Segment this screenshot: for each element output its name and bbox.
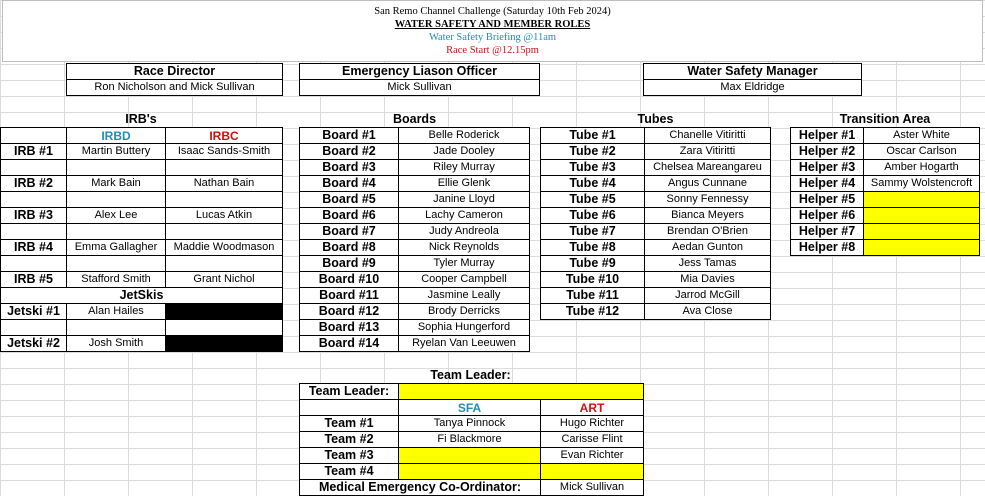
board-paddler: Riley Murray [398,159,530,176]
irb-spacer [0,159,67,176]
tube-swimmer: Angus Cunnane [644,175,771,192]
team-label: Team #4 [299,463,399,480]
tube-label: Tube #3 [540,159,645,176]
board-paddler: Sophia Hungerford [398,319,530,336]
irbd-driver: Martin Buttery [66,143,166,160]
irb-spacer [165,255,283,272]
sfa-header: SFA [398,399,541,416]
jetskis-title: JetSkis [0,287,283,304]
board-label: Board #1 [299,127,399,144]
board-paddler: Belle Roderick [398,127,530,144]
irb-label: IRB #2 [0,175,67,192]
tube-label: Tube #7 [540,223,645,240]
helper-label: Helper #4 [790,175,864,192]
tube-swimmer: Chelsea Mareangareu [644,159,771,176]
briefing-time: Water Safety Briefing @11am [428,32,557,43]
tube-label: Tube #12 [540,303,645,320]
board-paddler: Ellie Glenk [398,175,530,192]
helper-label: Helper #7 [790,223,864,240]
tube-swimmer: Chanelle Vitiritti [644,127,771,144]
art-member: Hugo Richter [540,415,644,432]
team-header-blank [299,399,399,416]
sfa-member: Tanya Pinnock [398,415,541,432]
irb-spacer [66,191,166,208]
art-header: ART [540,399,644,416]
irb-spacer [165,223,283,240]
board-paddler: Lachy Cameron [398,207,530,224]
team-label: Team #2 [299,431,399,448]
race-start-time: Race Start @12.15pm [446,45,539,56]
emergency-officer-title: Emergency Liason Officer [299,63,540,80]
irbd-driver: Emma Gallagher [66,239,166,256]
tube-label: Tube #2 [540,143,645,160]
sfa-member: Fi Blackmore [398,431,541,448]
helper-label: Helper #8 [790,239,864,256]
tube-label: Tube #11 [540,287,645,304]
board-label: Board #2 [299,143,399,160]
board-label: Board #4 [299,175,399,192]
jetski-driver: Josh Smith [66,335,166,352]
helper-name: Oscar Carlson [863,143,980,160]
sfa-member [398,463,541,480]
board-label: Board #12 [299,303,399,320]
irb-label: IRB #4 [0,239,67,256]
irbd-header: IRBD [66,127,166,144]
irb-label: IRB #5 [0,271,67,288]
tube-label: Tube #9 [540,255,645,272]
irb-spacer [0,223,67,240]
jetski-label: Jetski #1 [0,303,67,320]
art-member [540,463,644,480]
helper-name [863,191,980,208]
board-label: Board #13 [299,319,399,336]
irb-header-blank [0,127,67,144]
race-director-title: Race Director [66,63,283,80]
irb-spacer [0,191,67,208]
jetski-spacer [66,319,166,336]
team-leader-label: Team Leader: [299,383,399,400]
board-label: Board #8 [299,239,399,256]
irbc-crew: Lucas Atkin [165,207,283,224]
tube-label: Tube #10 [540,271,645,288]
jetski-spacer [0,319,67,336]
tube-swimmer: Zara Vitiritti [644,143,771,160]
helper-label: Helper #1 [790,127,864,144]
helper-name: Aster White [863,127,980,144]
helper-label: Helper #5 [790,191,864,208]
tubes-title: Tubes [637,111,674,126]
irb-label: IRB #1 [0,143,67,160]
irb-spacer [66,255,166,272]
board-label: Board #14 [299,335,399,352]
tube-label: Tube #4 [540,175,645,192]
tube-swimmer: Jarrod McGill [644,287,771,304]
irbc-crew: Nathan Bain [165,175,283,192]
board-paddler: Brody Derricks [398,303,530,320]
irb-spacer [165,159,283,176]
irb-spacer [66,223,166,240]
irb-spacer [0,255,67,272]
helper-name: Amber Hogarth [863,159,980,176]
water-safety-manager-value: Max Eldridge [643,79,862,96]
helper-label: Helper #6 [790,207,864,224]
board-paddler: Jade Dooley [398,143,530,160]
tube-swimmer: Brendan O'Brien [644,223,771,240]
irbd-driver: Stafford Smith [66,271,166,288]
tube-label: Tube #5 [540,191,645,208]
board-label: Board #9 [299,255,399,272]
tube-swimmer: Ava Close [644,303,771,320]
jetski-blocked-cell [165,303,283,320]
art-member: Carisse Flint [540,431,644,448]
irbd-driver: Alex Lee [66,207,166,224]
board-paddler: Ryelan Van Leeuwen [398,335,530,352]
board-label: Board #3 [299,159,399,176]
board-label: Board #6 [299,207,399,224]
tube-swimmer: Mia Davies [644,271,771,288]
tube-swimmer: Jess Tamas [644,255,771,272]
irbc-header: IRBC [165,127,283,144]
irb-spacer [165,191,283,208]
board-paddler: Cooper Campbell [398,271,530,288]
jetski-driver: Alan Hailes [66,303,166,320]
board-paddler: Tyler Murray [398,255,530,272]
report-header [2,0,983,62]
board-label: Board #7 [299,223,399,240]
helper-label: Helper #2 [790,143,864,160]
race-director-value: Ron Nicholson and Mick Sullivan [66,79,283,96]
emergency-officer-value: Mick Sullivan [299,79,540,96]
board-paddler: Judy Andreola [398,223,530,240]
helper-name [863,239,980,256]
irbd-driver: Mark Bain [66,175,166,192]
event-title: San Remo Channel Challenge (Saturday 10th Feb 2024) [374,6,611,17]
boards-title: Boards [392,111,437,126]
irbc-crew: Grant Nichol [165,271,283,288]
irbs-title: IRB's [125,111,157,126]
helper-name [863,207,980,224]
sfa-member [398,447,541,464]
tube-label: Tube #8 [540,239,645,256]
jetski-label: Jetski #2 [0,335,67,352]
tube-swimmer: Sonny Fennessy [644,191,771,208]
board-paddler: Nick Reynolds [398,239,530,256]
irbc-crew: Maddie Woodmason [165,239,283,256]
art-member: Evan Richter [540,447,644,464]
irb-label: IRB #3 [0,207,67,224]
helper-name [863,223,980,240]
tube-label: Tube #6 [540,207,645,224]
board-label: Board #11 [299,287,399,304]
medical-label: Medical Emergency Co-Ordinator: [299,479,541,496]
team-leader-value [398,383,644,400]
team-leader-heading: Team Leader: [430,368,511,383]
medical-value: Mick Sullivan [540,479,644,496]
water-safety-manager-title: Water Safety Manager [643,63,862,80]
team-label: Team #1 [299,415,399,432]
helper-label: Helper #3 [790,159,864,176]
irbc-crew: Isaac Sands-Smith [165,143,283,160]
board-paddler: Janine Lloyd [398,191,530,208]
transition-title: Transition Area [839,111,931,126]
board-paddler: Jasmine Leally [398,287,530,304]
page-title: WATER SAFETY AND MEMBER ROLES [394,19,591,30]
tube-swimmer: Bianca Meyers [644,207,771,224]
board-label: Board #10 [299,271,399,288]
team-label: Team #3 [299,447,399,464]
tube-swimmer: Aedan Gunton [644,239,771,256]
jetski-spacer [165,319,283,336]
board-label: Board #5 [299,191,399,208]
helper-name: Sammy Wolstencroft [863,175,980,192]
jetski-blocked-cell [165,335,283,352]
tube-label: Tube #1 [540,127,645,144]
irb-spacer [66,159,166,176]
